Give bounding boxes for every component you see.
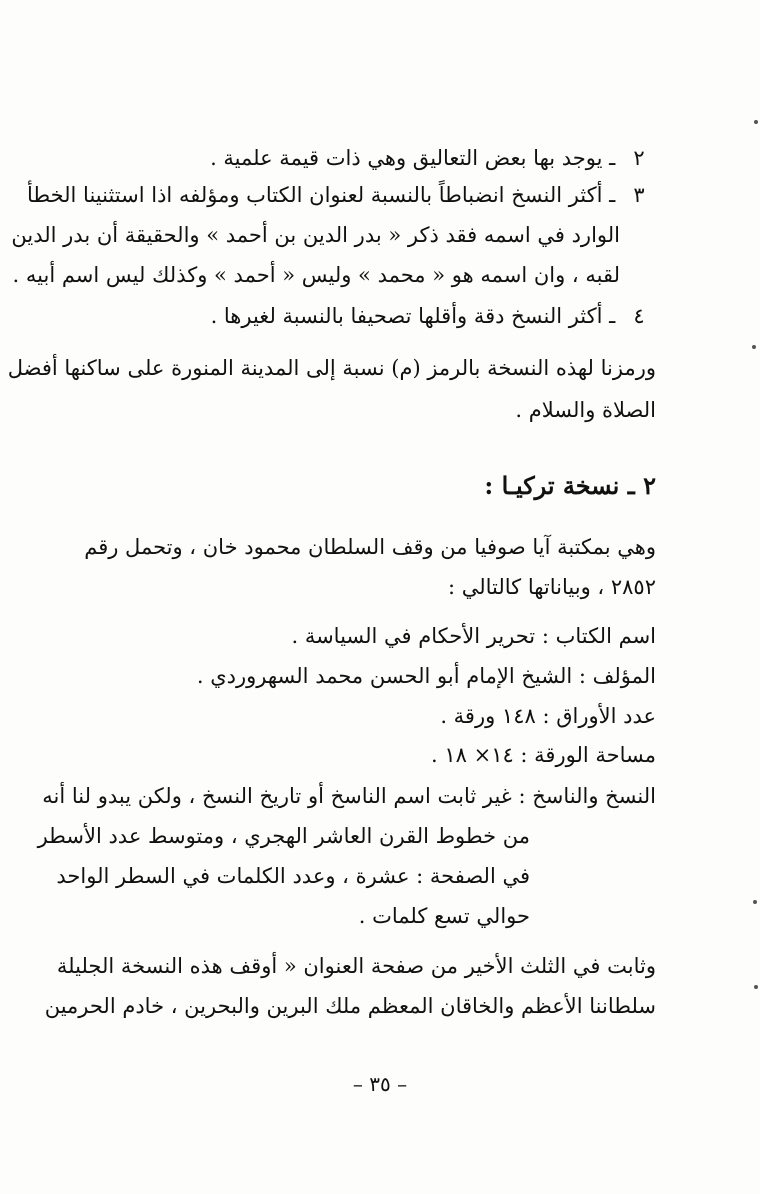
list-item-number: ٣: [633, 183, 645, 207]
detail-line: اسم الكتاب : تحرير الأحكام في السياسة .: [291, 624, 656, 648]
list-item-number: ٤: [633, 304, 645, 328]
paragraph-line: ورمزنا لهذه النسخة بالرمز (م) نسبة إلى المدينة المنورة على ساكنها أفضل: [7, 356, 656, 380]
scan-speck: [753, 900, 757, 904]
list-item-text: ـ أكثر النسخ انضباطاً بالنسبة لعنوان الكتاب ومؤلفه اذا استثنينا الخطأ: [26, 183, 616, 207]
detail-line: المؤلف : الشيخ الإمام أبو الحسن محمد السهروردي .: [196, 664, 656, 688]
list-item-continuation: لقبه ، وان اسمه هو « محمد » وليس « أحمد » وكذلك ليس اسم أبيه .: [12, 263, 620, 287]
scan-speck: [752, 345, 756, 349]
scan-speck: [754, 985, 758, 989]
paragraph-line: ٢٨٥٢ ، وبياناتها كالتالي :: [448, 575, 656, 599]
copyist-line: النسخ والناسخ : غير ثابت اسم الناسخ أو تاريخ النسخ ، ولكن يبدو لنا أنه: [42, 784, 656, 808]
list-item-continuation: الوارد في اسمه فقد ذكر « بدر الدين بن أحمد » والحقيقة أن بدر الدين: [11, 223, 620, 247]
paragraph-line: وثابت في الثلث الأخير من صفحة العنوان « أوقف هذه النسخة الجليلة: [56, 954, 656, 978]
list-item: [0, 185, 760, 206]
list-item-number: ٢: [633, 146, 645, 170]
copyist-line: في الصفحة : عشرة ، وعدد الكلمات في السطر الواحد: [56, 864, 530, 888]
detail-line: عدد الأوراق : ١٤٨ ورقة .: [440, 704, 656, 728]
section-heading: ٢ ـ نسخة تركيـا :: [484, 471, 656, 500]
paragraph-line: سلطاننا الأعظم والخاقان المعظم ملك البرين والبحرين ، خادم الحرمين: [44, 994, 656, 1018]
list-item: [0, 306, 760, 327]
list-item-text: ـ يوجد بها بعض التعاليق وهي ذات قيمة علمية .: [210, 146, 616, 170]
list-item: [0, 148, 760, 169]
list-item-text: ـ أكثر النسخ دقة وأقلها تصحيفا بالنسبة لغيرها .: [210, 304, 616, 328]
scan-speck: [754, 120, 758, 124]
paragraph-line: وهي بمكتبة آيا صوفيا من وقف السلطان محمود خان ، وتحمل رقم: [84, 535, 656, 559]
copyist-line: حوالي تسع كلمات .: [358, 904, 530, 928]
detail-line: مساحة الورقة : ١٤× ١٨ .: [430, 743, 656, 767]
copyist-line: من خطوط القرن العاشر الهجري ، ومتوسط عدد الأسطر: [37, 824, 530, 848]
page-number: – ٣٥ –: [352, 1072, 408, 1096]
paragraph-line: الصلاة والسلام .: [515, 398, 656, 422]
